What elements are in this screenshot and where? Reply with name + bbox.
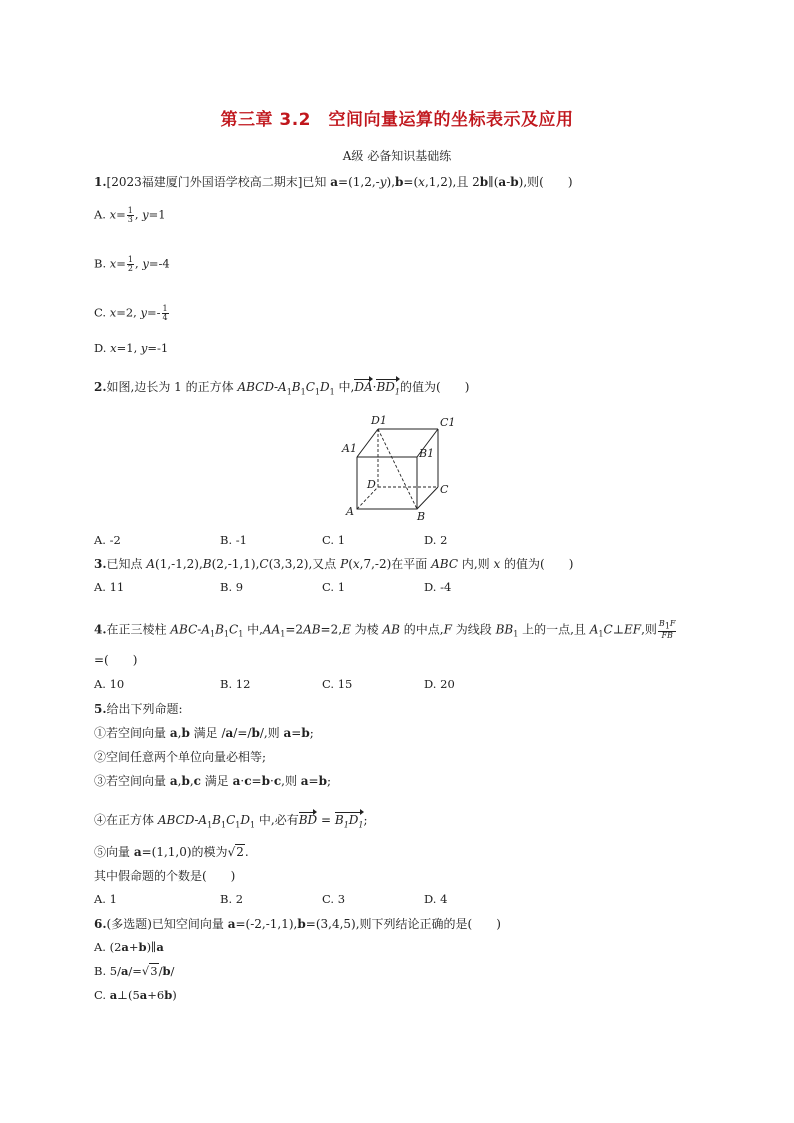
q4-option-d: D. 20 (424, 677, 455, 691)
q4-option-a: A. 10 (94, 677, 125, 691)
cube-front-face (357, 457, 417, 509)
question-2: 2.如图,边长为 1 的正方体 ABCD-$A_1B_1C_1D_1$ 中$,DA\cdot BD_1$的值为( ) (94, 380, 470, 397)
edge-bc (417, 487, 438, 509)
q3-option-c: C. 1 (322, 580, 346, 594)
q4-option-b: B. 12 (220, 677, 251, 691)
label-B: B (417, 510, 426, 522)
q5-statement-5: ⑤向量 a=(1,1,0)的模为√2. (94, 845, 249, 859)
section-level: A级 必备知识基础练 (342, 149, 452, 163)
q1-option-c: C. x=2, y=- $\frac{1}{4}$ (94, 304, 168, 322)
label-A1: A1 (342, 442, 357, 455)
label-A: A (346, 505, 354, 518)
q1-option-b: B. x= $\frac{1}{2}$ , y=-4 (94, 255, 170, 273)
q5-statement-3: ③若空间向量 a,b,c 满足 a·c=b·c,则 a=b; (94, 774, 332, 788)
q3-option-b: B. 9 (220, 580, 244, 594)
label-B1: B1 (419, 447, 435, 460)
q1-option-a: A. x= $\frac{1}{3}$ , y=1 (94, 206, 166, 224)
q3-option-a: A. 11 (94, 580, 125, 594)
q5-option-a: A. 1 (94, 892, 117, 906)
q4-equals: =( ) (94, 653, 138, 667)
q2-option-a: A. -2 (94, 533, 121, 547)
label-C1: C1 (440, 416, 456, 429)
question-1: 1.[2023福建厦门外国语学校高二期末]已知 a=(1,2,-y),b=(x,1,2),且 2b∥(a-b),则( ) (94, 175, 573, 189)
q5-option-b: B. 2 (220, 892, 244, 906)
q3-option-d: D. -4 (424, 580, 452, 594)
q6-option-a: A. (2a+b)∥a (94, 940, 164, 954)
q1-option-d: D. x=1, y=-1 (94, 341, 169, 355)
question-4: 4.在正三棱柱 ABC-$A_1B_1C_1$ 中$,AA_1=2AB=2,E$ 为棱 AB 的中点,F 为线段 $BB_1$ 上的一点,且 $A_1C\perp EF$,则 $\frac{B_1F}{FB}$ (94, 619, 676, 640)
cube-figure (340, 410, 460, 522)
label-D: D (367, 478, 376, 491)
label-D1: D1 (371, 414, 387, 427)
q5-option-c: C. 3 (322, 892, 346, 906)
q5-statement-1: ①若空间向量 a,b 满足 /a/=/b/,则 a=b; (94, 726, 314, 740)
q5-statement-4: ④在正方体 ABCD-$A_1B_1C_1D_1$ 中,必有BD = $B_1D_1$; (94, 813, 368, 830)
q5-statement-2: ②空间任意两个单位向量必相等; (94, 750, 267, 764)
q5-option-d: D. 4 (424, 892, 448, 906)
q2-option-d: D. 2 (424, 533, 448, 547)
page-title: 第三章 3.2 空间向量运算的坐标表示及应用 (220, 110, 574, 130)
diagonal-bd1 (378, 429, 417, 509)
q2-option-b: B. -1 (220, 533, 247, 547)
q2-option-c: C. 1 (322, 533, 346, 547)
q5-ask: 其中假命题的个数是( ) (94, 869, 236, 883)
question-6: 6.(多选题)已知空间向量 a=(-2,-1,1),b=(3,4,5),则下列结论正确的是( ) (94, 917, 501, 931)
edge-a1d1 (357, 429, 378, 457)
label-C: C (440, 483, 449, 496)
q4-option-c: C. 15 (322, 677, 353, 691)
q6-option-b: B. 5/a/=√3/b/ (94, 964, 175, 978)
question-3: 3.已知点 A(1,-1,2),B(2,-1,1),C(3,3,2),又点 P(x,7,-2)在平面 ABC 内,则 x 的值为( ) (94, 557, 574, 571)
q6-option-c: C. a⊥(5a+6b) (94, 988, 177, 1002)
question-5: 5.给出下列命题: (94, 702, 183, 716)
